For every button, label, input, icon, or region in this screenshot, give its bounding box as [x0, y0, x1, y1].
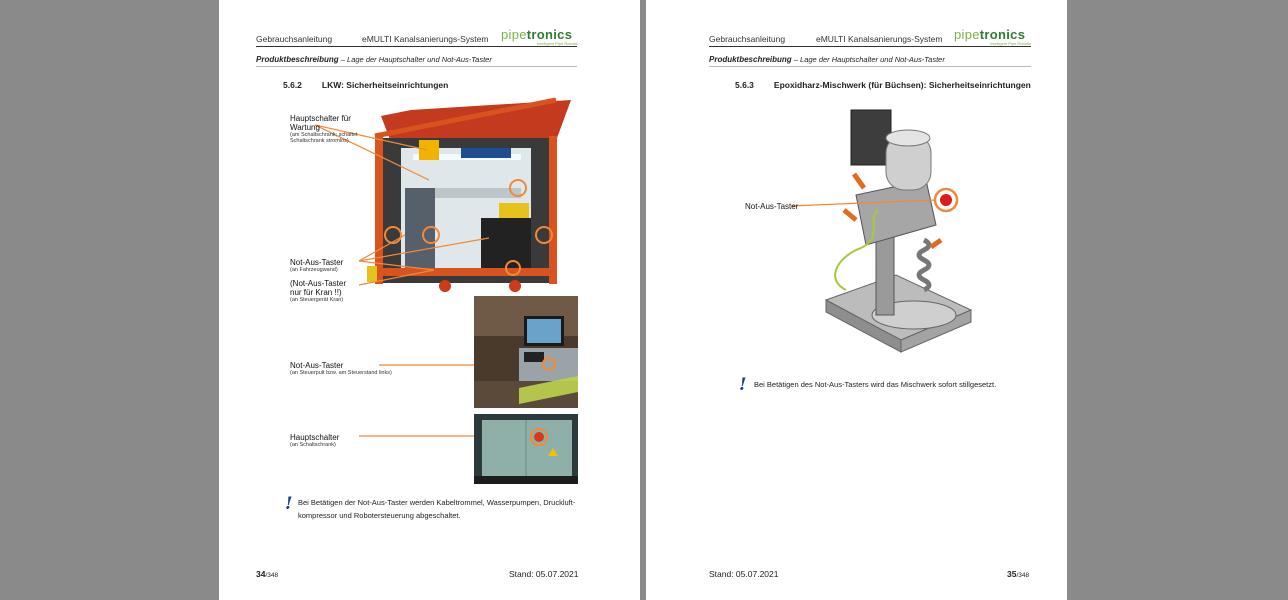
- callout-notaus-kran: (Not-Aus-Taster nur für Kran !!) (an Steuergerät Kran): [290, 279, 347, 303]
- logo-tagline: Intelligent Pipe Robotic: [990, 41, 1031, 46]
- footer-stand-right: Stand: 05.07.2021: [709, 569, 779, 579]
- pipetronics-logo: pipetronics: [501, 27, 573, 42]
- pipetronics-logo: pipetronics: [954, 27, 1026, 42]
- logo-tagline: Intelligent Pipe Robotic: [537, 41, 578, 46]
- control-desk-photo: [474, 296, 578, 408]
- page-number-left: 34/348: [256, 569, 279, 579]
- note-right: Bei Betätigen des Not-Aus-Tasters wird das Mischwerk sofort stillgesetzt.: [754, 380, 997, 389]
- section-heading: 5.6.3 Epoxidharz-Mischwerk (für Büchsen): Sicherheitseinrichtungen: [735, 80, 1031, 90]
- header-doc-title: eMULTI Kanalsanierungs-System: [362, 34, 489, 44]
- document-page-left: [219, 0, 640, 600]
- document-page-right: [646, 0, 1067, 600]
- section-subtitle: Produktbeschreibung – Lage der Hauptschalter und Not-Aus-Taster: [256, 55, 492, 64]
- page-number-right: 35/348: [1007, 569, 1030, 579]
- header-doc-title: eMULTI Kanalsanierungs-System: [816, 34, 943, 44]
- callout-notaus-fahrzeugwand: Not-Aus-Taster (an Fahrzeugwand): [290, 258, 344, 273]
- exclamation-note-icon: !: [285, 494, 293, 514]
- header-doc-type: Gebrauchsanleitung: [709, 34, 786, 44]
- callout-hauptschalter-wartung: Hauptschalter für Wartung (am Schaltschrank; schaltet Schaltschrank stromlos): [290, 114, 358, 144]
- footer-stand-left: Stand: 05.07.2021: [509, 569, 579, 579]
- note-left: Bei Betätigen der Not-Aus-Taster werden Kabeltrommel, Wasserpumpen, Druckluft- kompressor und Robotersteuerung abgeschaltet.: [298, 498, 576, 520]
- callout-lines-right: [646, 0, 1067, 600]
- section-subtitle: Produktbeschreibung – Lage der Hauptschalter und Not-Aus-Taster: [709, 55, 945, 64]
- switch-cabinet-photo: [474, 414, 578, 484]
- exclamation-note-icon: !: [739, 375, 747, 395]
- callout-hauptschalter: Hauptschalter (an Schaltschrank): [290, 433, 340, 448]
- callout-notaus-mischwerk: Not-Aus-Taster: [745, 202, 799, 211]
- header-doc-type: Gebrauchsanleitung: [256, 34, 333, 44]
- callout-notaus-steuerpult: Not-Aus-Taster (an Steuerpult bzw. am Steuerstand links): [290, 361, 392, 376]
- section-heading: 5.6.2 LKW: Sicherheitseinrichtungen: [283, 80, 449, 90]
